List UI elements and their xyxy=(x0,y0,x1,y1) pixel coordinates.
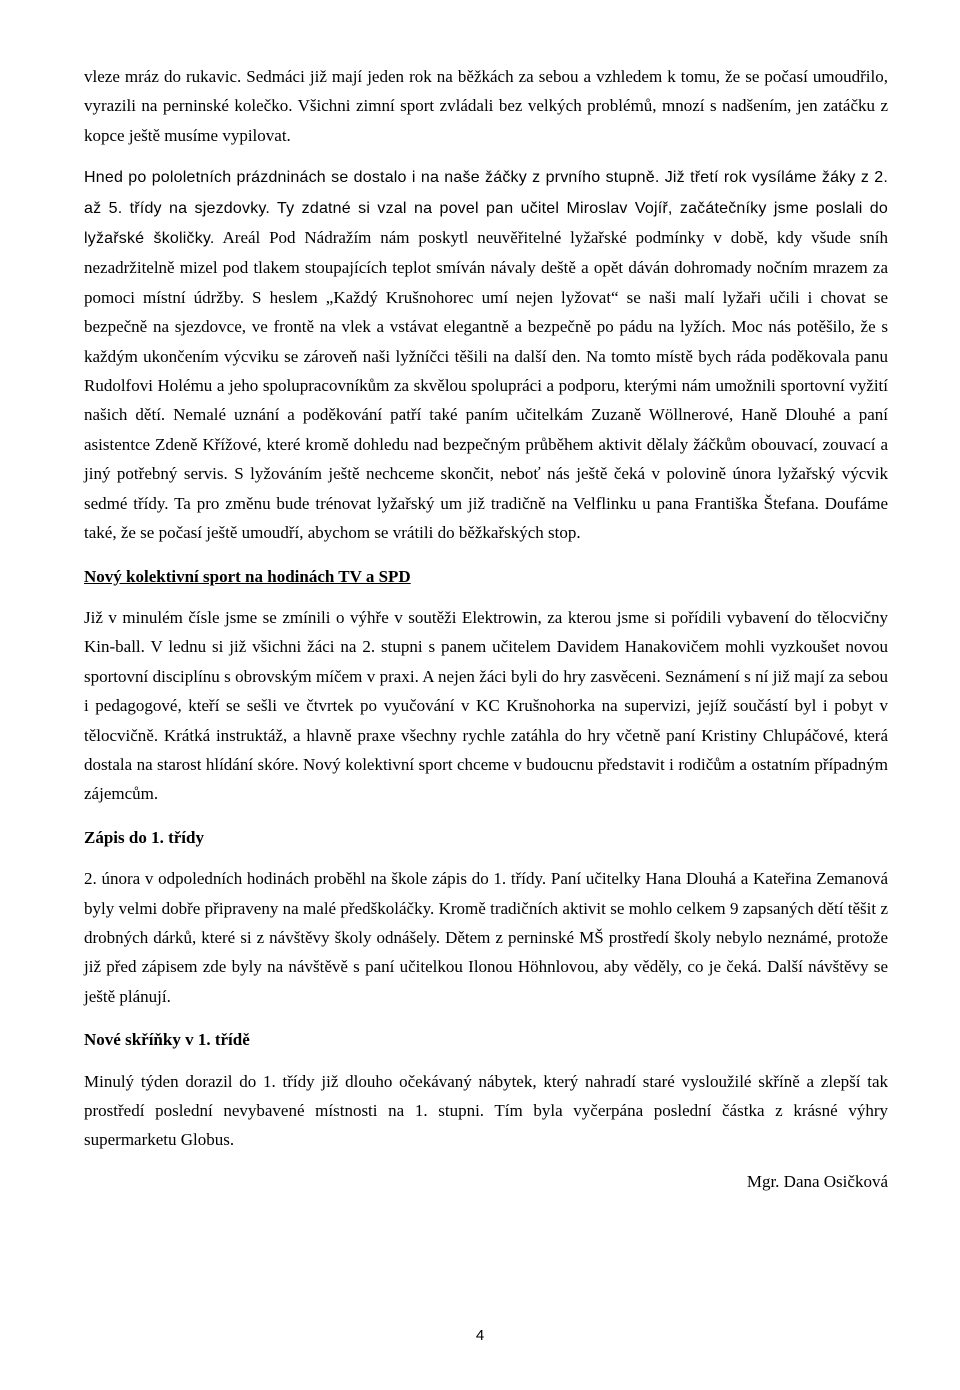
page-content xyxy=(84,62,888,1196)
section-heading-zapis: Zápis do 1. třídy xyxy=(84,827,204,847)
article-paragraph-1: vleze mráz do rukavic. Sedmáci již mají jeden rok na běžkách za sebou a vzhledem k tomu, že se počasí umoudřilo, vyrazili na perninské kolečko. Všichni zimní sport zvládali bez velkých problémů, mnozí s nadšením, jen zatáčku z kopce ještě musíme vypilovat. xyxy=(84,67,888,145)
article-paragraph-2-intro: Hned po pololetních prázdninách se dostalo i na naše žáčky z prvního stupně. Již třetí rok vysíláme žáky z 2. až 5. třídy na sjezdovky. Ty zdatné si vzal na povel pan učitel Miroslav Vojíř, začátečníky jsme poslali do lyžařské školičky. xyxy=(84,169,888,248)
page-number: 4 xyxy=(475,1327,485,1344)
article-paragraph-2-rest: Areál Pod Nádražím nám poskytl neuvěřitelné lyžařské podmínky v době, kdy všude sníh nezadržitelně mizel pod tlakem stoupajících teplot smíván návaly deště a opět dáván dohromady nočním mrazem za pomoci místní údržby. S heslem „Každý Krušnohorec umí nejen lyžovat“ se naši malí lyžaři učili i chovat se bezpečně na sjezdovce, ve frontě na vlek a vstávat elegantně a bezpečně po pádu na lyžích. Moc nás potěšilo, že s každým ukončením výcviku se zároveň naši lyžníčci těšili na další den. Na tomto místě bych ráda poděkovala panu Rudolfovi Holému a jeho spolupracovníkům za skvělou spolupráci a podporu, kterými nám umožnili sportovní vyžití našich dětí. Nemalé uznání a poděkování patří také paním učitelkám Zuzaně Wöllnerové, Haně Dlouhé a paní asistentce Zdeně Křížové, které kromě dohledu nad bezpečným průběhem aktivit dělaly žáčkům obouvací, zouvací a jiný potřebný servis. S lyžováním ještě nechceme skončit, neboť nás ještě čeká v polovině února lyžařský výcvik sedmé třídy. Ta pro změnu bude trénovat lyžařský um již tradičně na Velflinku u pana Františka Štefana. Doufáme také, že se počasí ještě umoudří, abychom se vrátili do běžkařských stop. xyxy=(84,228,889,543)
section-text-kinball: Již v minulém čísle jsme se zmínili o výhře v soutěži Elektrowin, za kterou jsme si pořídili vybavení do tělocvičny Kin-ball. V lednu si již všichni žáci na 2. stupni s panem učitelem Davidem Hanakovičem mohli vyzkoušet novou sportovní disciplínu s obrovským míčem v praxi. A nejen žáci byli do hry zasvěceni. Seznámení s ní již mají za sebou i pedagogové, kteří se sešli ve čtvrtek po vyučování v KC Krušnohorka na supervizi, jejíž součástí byl i pobyt v tělocvičně. Krátká instruktáž, a hlavně praxe všechny rychle zatáhla do hry včetně paní Kristiny Chlupáčové, která dostala na starost hlídání skóre. Nový kolektivní sport chceme v budoucnu představit i rodičům a ostatním případným zájemcům. xyxy=(84,607,888,804)
author-signature: Mgr. Dana Osičková xyxy=(746,1171,888,1191)
section-text-zapis: 2. února v odpoledních hodinách proběhl na škole zápis do 1. třídy. Paní učitelky Hana Dlouhá a Kateřina Zemanová byly velmi dobře připraveny na malé předškoláčky. Kromě tradičních aktivit se mohlo celkem 9 zapsaných dětí těšit z drobných dárků, které si z návštěvy školy odnášely. Dětem z perninské MŠ prostředí školy nebylo neznámé, protože již před zápisem zde byly na návštěvě s paní učitelkou Ilonou Höhnlovou, aby věděly, co je čeká. Další návštěvy se ještě plánují. xyxy=(84,869,888,1006)
article-paragraph-2 xyxy=(84,162,888,547)
section-heading-kinball: Nový kolektivní sport na hodinách TV a SPD xyxy=(84,566,411,586)
section-text-skrinky: Minulý týden dorazil do 1. třídy již dlouho očekávaný nábytek, který nahradí staré vysloužilé skříně a zlepší tak prostředí poslední nevybavené místnosti na 1. stupni. Tím byla vyčerpána poslední částka z krásné výhry supermarketu Globus. xyxy=(84,1071,888,1150)
section-heading-skrinky: Nové skříňky v 1. třídě xyxy=(84,1030,250,1050)
